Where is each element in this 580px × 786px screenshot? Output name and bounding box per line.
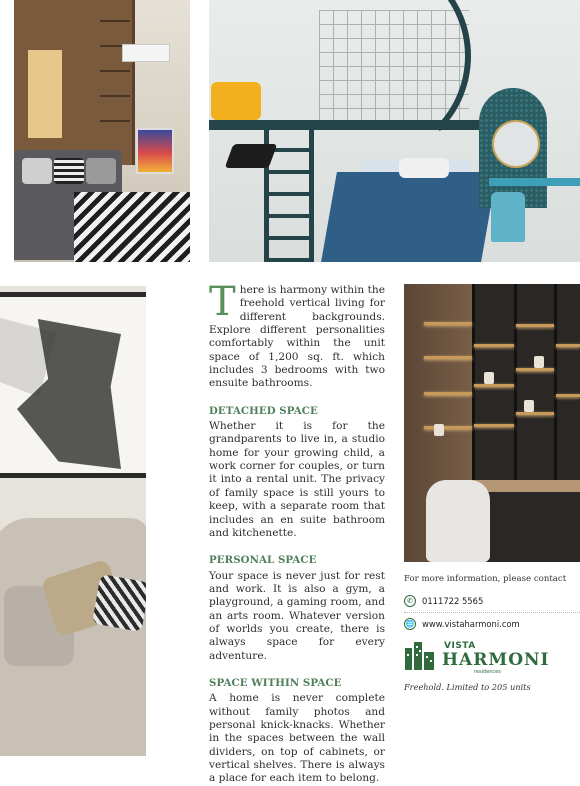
website-link: www.vistaharmoni.com — [422, 619, 520, 629]
article-text — [209, 279, 385, 786]
section-body-personal: Your space is never just for rest and work. It is also a gym, a playground, a gaming room, and an arts room. Whatever version of worlds you create, there is always space for every adventure. — [209, 569, 385, 662]
logo-line-harmoni: HARMONI — [442, 650, 550, 670]
building-logo-icon — [404, 640, 436, 672]
bedroom-photo — [209, 0, 580, 262]
contact-block — [404, 574, 580, 635]
tagline: Freehold. Limited to 205 units — [404, 682, 531, 692]
intro-text: here is harmony within the freehold vertical living for different backgrounds. Explore different personalities comfortably within the unit space of 1,200 sq. ft. which includes 3 bedrooms with two ensuite bathrooms. — [209, 284, 385, 390]
study-shelf-photo — [404, 284, 580, 562]
logo-line-residences: residences — [474, 669, 501, 675]
vista-harmoni-logo — [404, 640, 580, 676]
logo-line-vista: VISTA — [444, 641, 476, 651]
drop-cap: T — [209, 279, 236, 325]
globe-icon: 🌐 — [405, 620, 415, 628]
contact-info-label: For more information, please contact — [404, 574, 567, 584]
section-body-detached: Whether it is for the grandparents to live in, a studio home for your growing child, a work corner for couples, or turn it into a rental unit. The privacy of family space is still yours to keep, with a separate room that includes an en suite bathroom and kitchenette. — [209, 420, 385, 539]
section-heading-detached: DETACHED SPACE — [209, 404, 318, 417]
art-and-sofa-photo — [0, 286, 146, 756]
phone-icon: ✆ — [404, 595, 416, 607]
section-heading-space-within: SPACE WITHIN SPACE — [209, 676, 342, 689]
phone-row[interactable] — [404, 590, 580, 613]
section-body-space-within: A home is never complete without family photos and personal knick-knacks. Whether in the spaces between the wall dividers, on top of cabinets, or vertical shelves. There is always a place for each item to belong. — [209, 692, 385, 785]
intro-paragraph — [209, 279, 385, 391]
section-heading-personal: PERSONAL SPACE — [209, 554, 317, 567]
website-row[interactable] — [404, 613, 580, 635]
phone-number: 0111722 5565 — [422, 596, 484, 606]
living-room-photo — [14, 0, 190, 262]
